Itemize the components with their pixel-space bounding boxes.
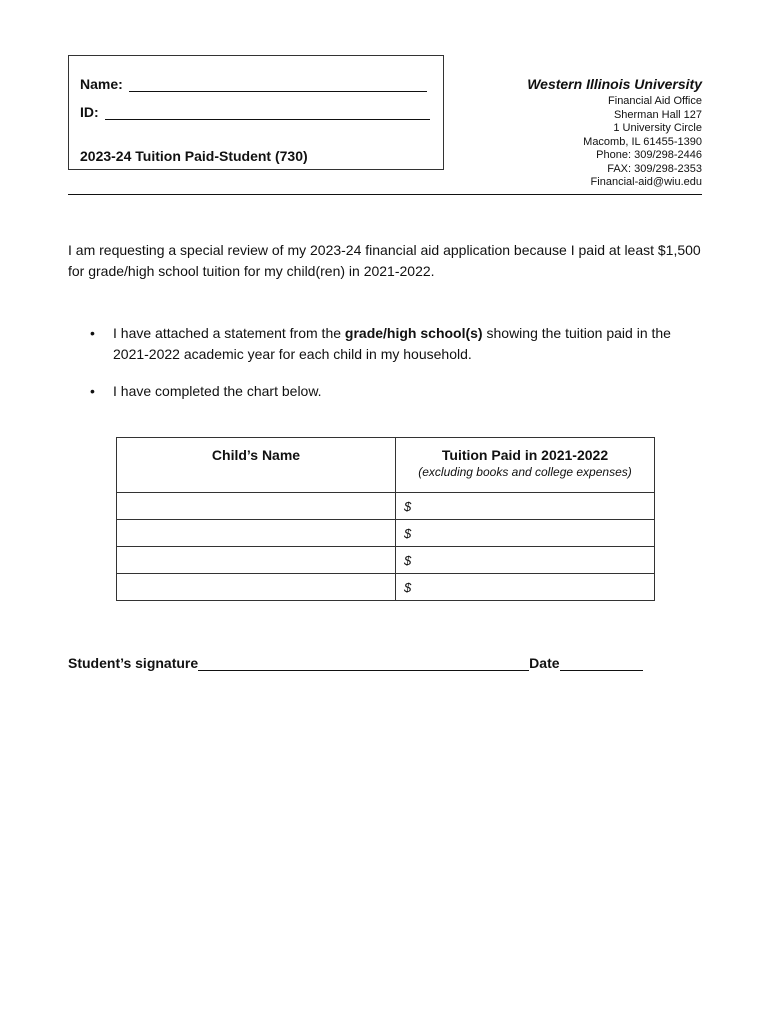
name-label: Name: [80,76,123,92]
tuition-paid-subtitle: (excluding books and college expenses) [418,465,632,479]
list-item [68,323,708,365]
child-name-cell[interactable] [117,493,396,520]
form-title: 2023-24 Tuition Paid-Student (730) [80,148,308,164]
bullet-text-pre: I have attached a statement from the [113,325,345,341]
signature-row [68,655,643,671]
university-address-block [527,76,702,190]
bullet-text-bold: grade/high school(s) [344,325,483,341]
name-field-row [80,76,427,92]
child-name-cell[interactable] [117,520,396,547]
table-row [117,574,655,601]
id-label: ID: [80,104,99,120]
date-field[interactable] [560,656,643,671]
university-name: Western Illinois University [527,76,702,92]
office-name: Financial Aid Office [608,95,702,107]
office-fax: FAX: 309/298-2353 [607,162,702,175]
list-item [68,381,708,402]
table-row [117,520,655,547]
child-name-cell[interactable] [117,574,396,601]
signature-field[interactable] [198,656,529,671]
child-name-header: Child’s Name [117,438,396,493]
bullet-icon: • [90,325,95,341]
tuition-amount-cell[interactable]: $ [396,493,655,520]
id-field[interactable] [105,105,430,120]
table-row [117,547,655,574]
student-info-box [68,55,444,170]
requirement-list [68,323,708,418]
tuition-paid-header [396,438,655,493]
name-field[interactable] [129,77,427,92]
office-phone: Phone: 309/298-2446 [596,149,702,161]
date-label: Date [529,655,560,671]
signature-label: Student’s signature [68,655,199,671]
office-city: Macomb, IL 61455-1390 [583,135,702,148]
id-field-row [80,104,430,120]
bullet-text: I have completed the chart below. [113,383,322,399]
office-email: Financial-aid@wiu.edu [590,176,702,188]
bullet-icon: • [90,383,95,399]
office-street: 1 University Circle [613,122,702,134]
table-row [117,493,655,520]
header-divider [68,194,702,195]
tuition-amount-cell[interactable]: $ [396,574,655,601]
tuition-table [116,437,655,601]
office-building: Sherman Hall 127 [613,108,702,121]
tuition-paid-title: Tuition Paid in 2021-2022 [441,447,609,463]
child-name-cell[interactable] [117,547,396,574]
table-header-row [117,438,655,493]
tuition-amount-cell[interactable]: $ [396,547,655,574]
tuition-amount-cell[interactable]: $ [396,520,655,547]
intro-paragraph: I am requesting a special review of my 2023-24 financial aid application because I paid at least $1,500 for grade/high school tuition for my child(ren) in 2021-2022. [68,242,701,279]
bullet-text-post: showing the tuition paid in the 2021-2022 academic year for each child in my household. [113,325,671,362]
